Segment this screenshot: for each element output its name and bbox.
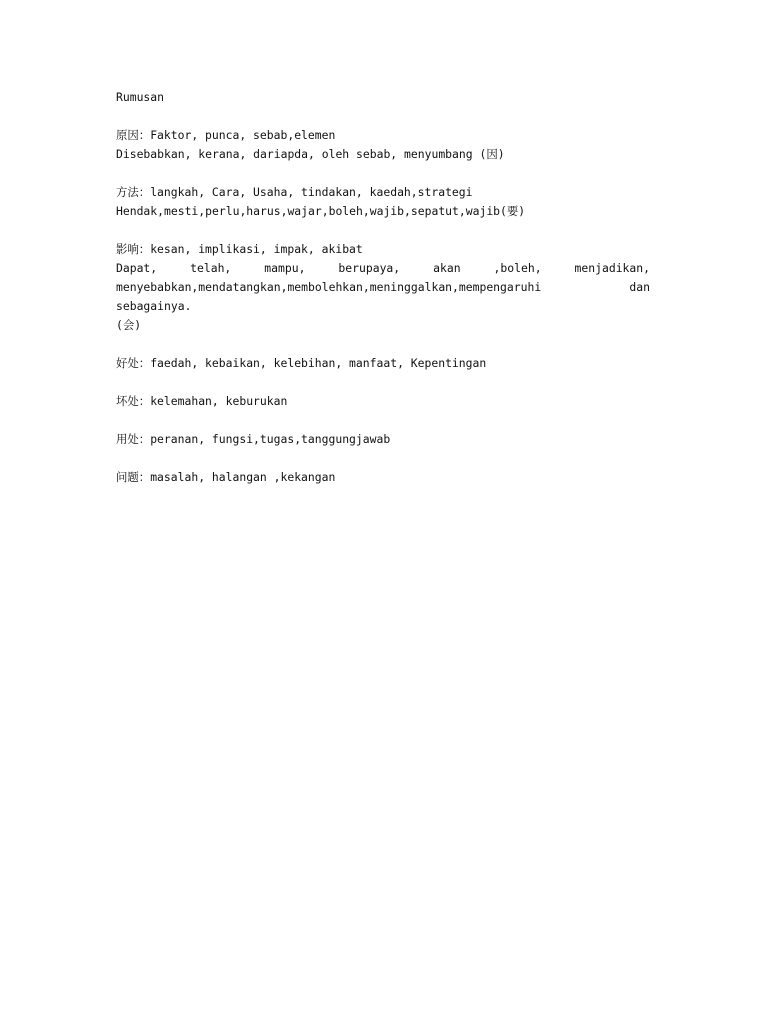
- section-benefits-line-1: [116, 354, 650, 373]
- section-problems-terms: masalah, halangan ,kekangan: [150, 470, 336, 484]
- section-problems-label: 问题：: [116, 470, 151, 484]
- section-benefits-terms: faedah, kebaikan, kelebihan, manfaat, Kepentingan: [150, 356, 487, 370]
- section-causes-line-2: Disebabkan, kerana, dariapda, oleh sebab, menyumbang (因): [116, 147, 505, 161]
- section-causes: [116, 126, 650, 164]
- section-uses-line-1: [116, 430, 650, 449]
- section-methods-line-2: Hendak,mesti,perlu,harus,wajar,boleh,wajib,sepatut,wajib(要): [116, 204, 526, 218]
- section-effects-line-2: Dapat, telah, mampu, berupaya, akan ,boleh, menjadikan,: [116, 261, 650, 275]
- section-effects-terms: kesan, implikasi, impak, akibat: [150, 242, 363, 256]
- section-methods: [116, 183, 650, 221]
- section-effects-line-4: (会): [116, 318, 142, 332]
- section-uses-terms: peranan, fungsi,tugas,tanggungjawab: [150, 432, 391, 446]
- section-methods-label: 方法：: [116, 185, 151, 199]
- section-problems: [116, 468, 650, 487]
- section-benefits: [116, 354, 650, 373]
- section-uses-label: 用处：: [116, 432, 151, 446]
- section-causes-terms: Faktor, punca, sebab,elemen: [150, 128, 336, 142]
- section-uses: [116, 430, 650, 449]
- document-page: [116, 88, 650, 506]
- section-effects: [116, 240, 650, 335]
- section-effects-label: 影响：: [116, 242, 151, 256]
- section-benefits-label: 好处：: [116, 356, 151, 370]
- document-title: Rumusan: [116, 90, 165, 104]
- section-methods-terms: langkah, Cara, Usaha, tindakan, kaedah,strategi: [150, 185, 473, 199]
- section-effects-line-3: menyebabkan,mendatangkan,membolehkan,meninggalkan,mempengaruhi dan sebagainya.: [116, 280, 650, 313]
- section-effects-line-1: [116, 240, 650, 259]
- section-problems-line-1: [116, 468, 650, 487]
- section-causes-label: 原因：: [116, 128, 151, 142]
- section-drawbacks-line-1: [116, 392, 650, 411]
- section-methods-line-1: [116, 183, 650, 202]
- section-drawbacks-label: 坏处：: [116, 394, 151, 408]
- section-drawbacks: [116, 392, 650, 411]
- section-causes-line-1: [116, 126, 650, 145]
- section-drawbacks-terms: kelemahan, keburukan: [150, 394, 288, 408]
